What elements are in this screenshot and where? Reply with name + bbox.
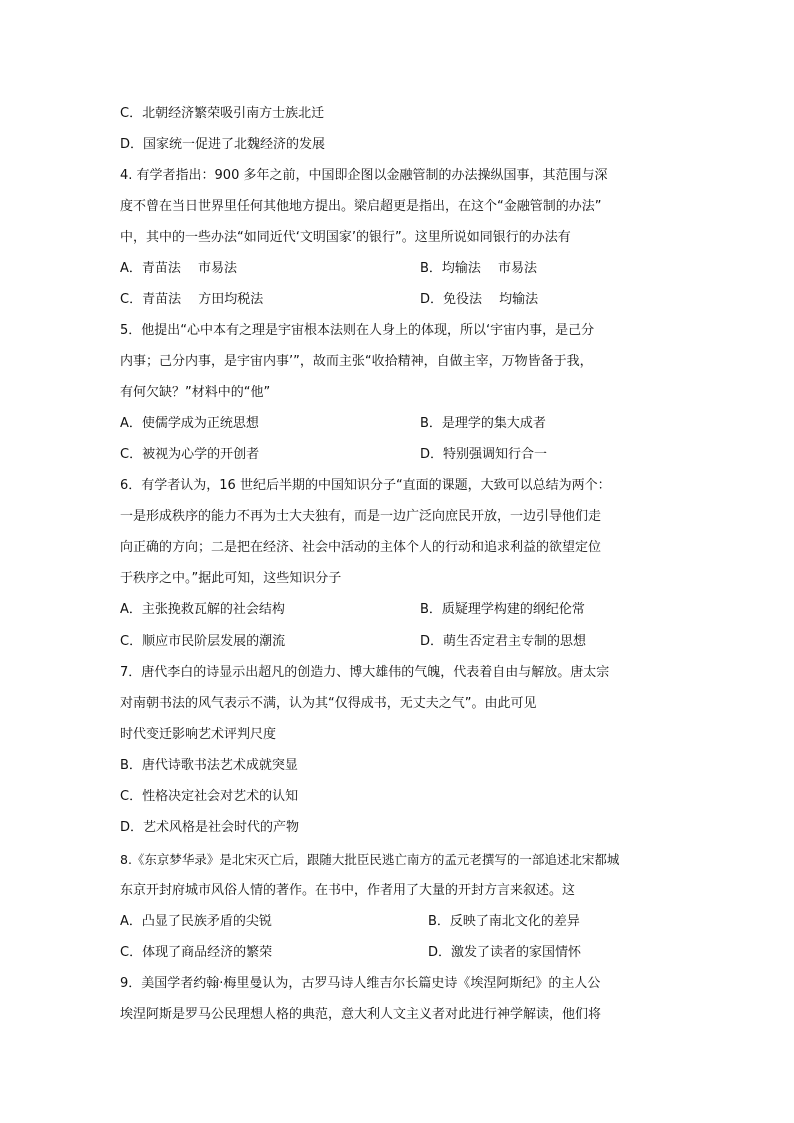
q4-options-row-1 <box>120 257 690 281</box>
q8-option-c: C．体现了商品经济的繁荣 <box>120 945 273 960</box>
q7-option-b: B．唐代诗歌书法艺术成就突显 <box>120 758 298 773</box>
q4-stem-line-1: 4. 有学者指出：900 多年之前，中国即企图以金融管制的办法操纵国事，其范围与深 <box>120 168 608 183</box>
q8-stem-line-2: 东京开封府城市风俗人情的著作。在书中，作者用了大量的开封方言来叙述。这 <box>120 883 576 898</box>
q5-option-c: C．被视为心学的开创者 <box>120 447 260 462</box>
q5-option-b: B．是理学的集大成者 <box>420 416 546 431</box>
q4-option-a: A．青苗法 市易法 <box>120 261 238 276</box>
q4-option-b: B．均输法 市易法 <box>420 261 538 276</box>
q4-options-row-2 <box>120 288 690 312</box>
q4-stem-line-3: 中，其中的一些办法“如同近代‘文明国家’的银行”。这里所说如同银行的办法有 <box>120 230 571 245</box>
q7-stem-line-3: 时代变迁影响艺术评判尺度 <box>120 727 277 742</box>
q4-option-c: C．青苗法 方田均税法 <box>120 292 264 307</box>
q5-option-a: A．使儒学成为正统思想 <box>120 416 259 431</box>
q5-stem-line-2: 内事；己分内事，是宇宙内事’”，故而主张“收拾精神，自做主宰，万物皆备于我， <box>120 354 593 369</box>
q5-options-row-2 <box>120 443 690 467</box>
q5-options-row-1 <box>120 412 690 436</box>
q7-option-c: C．性格决定社会对艺术的认知 <box>120 789 299 804</box>
q4-stem-line-2: 度不曾在当日世界里任何其他地方提出。梁启超更是指出，在这个“金融管制的办法” <box>120 199 602 214</box>
q6-stem-line-1: 6．有学者认为，16 世纪后半期的中国知识分子“直面的课题，大致可以总结为两个： <box>120 478 611 493</box>
q5-option-d: D．特别强调知行合一 <box>420 447 548 462</box>
q3-option-c: C．北朝经济繁荣吸引南方士族北迁 <box>120 106 325 121</box>
q6-option-c: C．顺应市民阶层发展的潮流 <box>120 634 286 649</box>
q6-stem-line-3: 向正确的方向；二是把在经济、社会中活动的主体个人的行动和追求利益的欲望定位 <box>120 540 602 555</box>
q5-stem-line-1: 5．他提出“心中本有之理是宇宙根本法则在人身上的体现，所以‘宇宙内事，是己分 <box>120 323 595 338</box>
q7-option-d: D．艺术风格是社会时代的产物 <box>120 820 300 835</box>
q4-option-d: D．免役法 均输法 <box>420 292 539 307</box>
q6-stem-line-4: 于秩序之中。”据此可知，这些知识分子 <box>120 571 342 586</box>
q6-option-d: D．萌生否定君主专制的思想 <box>420 634 587 649</box>
q5-stem-line-3: 有何欠缺？”材料中的“他” <box>120 385 271 400</box>
q6-options-row-1 <box>120 598 690 622</box>
q8-stem-line-1: 8.《东京梦华录》是北宋灭亡后，跟随大批臣民逃亡南方的孟元老撰写的一部追述北宋都城 <box>120 852 620 867</box>
q8-option-b: B．反映了南北文化的差异 <box>428 914 580 929</box>
q6-option-b: B．质疑理学构建的纲纪伦常 <box>420 602 585 617</box>
q8-options-row-1 <box>120 910 690 934</box>
q7-stem-line-2: 对南朝书法的风气表示不满，认为其“仅得成书，无丈夫之气”。由此可见 <box>120 696 537 711</box>
q9-stem-line-1: 9．美国学者约翰·梅里曼认为，古罗马诗人维吉尔长篇史诗《埃涅阿斯纪》的主人公 <box>120 976 601 991</box>
q6-option-a: A．主张挽救瓦解的社会结构 <box>120 602 285 617</box>
q7-stem-line-1: 7．唐代李白的诗显示出超凡的创造力、博大雄伟的气魄，代表着自由与解放。唐太宗 <box>120 665 610 680</box>
q8-option-d: D．激发了读者的家国情怀 <box>428 945 582 960</box>
q6-options-row-2 <box>120 630 690 654</box>
q3-option-d: D．国家统一促进了北魏经济的发展 <box>120 137 326 152</box>
q9-stem-line-2: 埃涅阿斯是罗马公民理想人格的典范，意大利人文主义者对此进行神学解读，他们将 <box>120 1007 602 1022</box>
q8-options-row-2 <box>120 941 690 965</box>
q6-stem-line-2: 一是形成秩序的能力不再为士大夫独有，而是一边广泛向庶民开放，一边引导他们走 <box>120 509 602 524</box>
q8-option-a: A．凸显了民族矛盾的尖锐 <box>120 914 272 929</box>
